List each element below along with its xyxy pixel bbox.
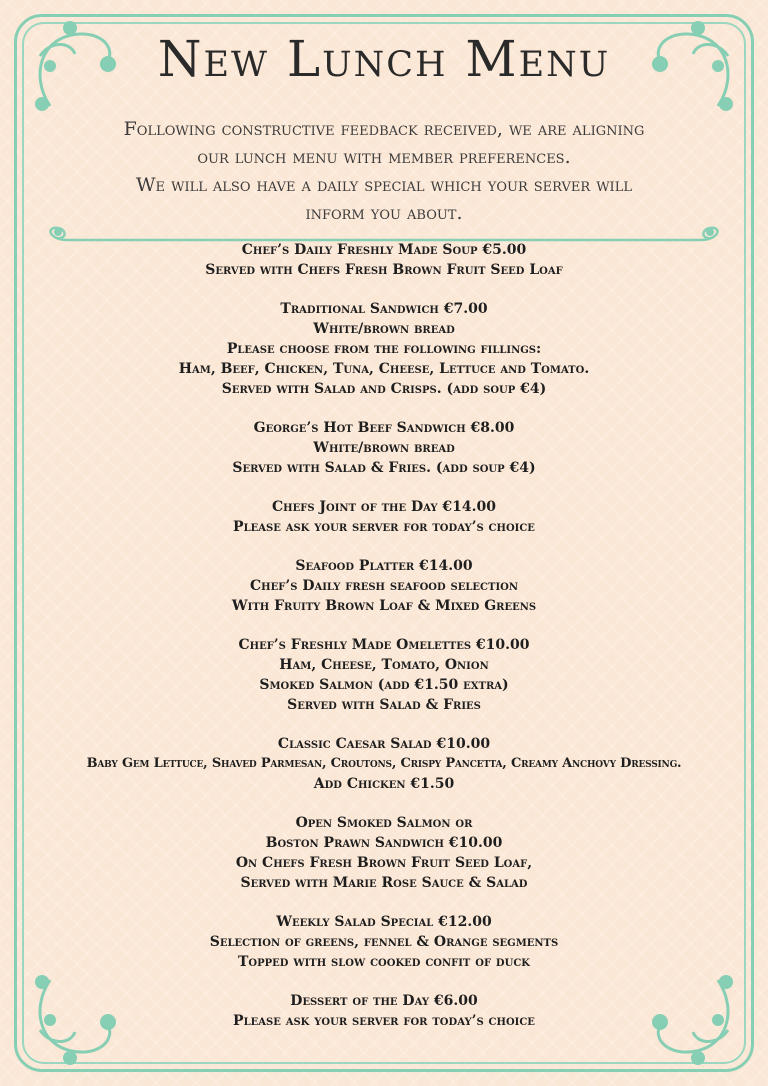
- intro-text: [40, 115, 728, 227]
- menu-item-line: Traditional Sandwich €7.00: [280, 301, 488, 317]
- intro-line: We will also have a daily special which your server will: [136, 174, 632, 196]
- menu-item-line: Ham, Beef, Chicken, Tuna, Cheese, Lettuce and Tomato.: [178, 361, 590, 377]
- menu-item-line: George’s Hot Beef Sandwich €8.00: [253, 420, 515, 436]
- intro-line: Following constructive feedback received, we are aligning: [123, 118, 645, 140]
- menu-item-line: Served with Chefs Fresh Brown Fruit Seed Loaf: [205, 262, 563, 278]
- menu-item-line: White/brown bread: [313, 321, 455, 337]
- menu-item-line: White/brown bread: [313, 440, 455, 456]
- menu-item-line: Chefs Joint of the Day €14.00: [272, 499, 496, 515]
- menu-item-line: Weekly Salad Special €12.00: [276, 914, 492, 930]
- menu-item-joint-of-day: [18, 497, 750, 537]
- menu-item-line: Classic Caesar Salad €10.00: [277, 736, 491, 752]
- menu-item-seafood-platter: [18, 556, 750, 616]
- menu-item-line: Boston Prawn Sandwich €10.00: [265, 835, 503, 851]
- menu-item-line: Please ask your server for today’s choice: [233, 1013, 535, 1029]
- menu-item-line: Please ask your server for today’s choice: [233, 519, 535, 535]
- menu-item-line: Smoked Salmon (add €1.50 extra): [259, 677, 509, 693]
- menu-item-line: Chef’s Daily fresh seafood selection: [250, 578, 518, 594]
- menu-item-line: Dessert of the Day €6.00: [290, 993, 478, 1009]
- menu-item-line: Served with Marie Rose Sauce & Salad: [240, 875, 528, 891]
- menu-item-weekly-salad: [18, 912, 750, 972]
- menu-item-line: Please choose from the following fillings:: [226, 341, 542, 357]
- menu-item-smoked-salmon-sandwich: [18, 813, 750, 893]
- menu-item-hot-beef-sandwich: [18, 418, 750, 478]
- menu-item-line: Seafood Platter €14.00: [295, 558, 473, 574]
- menu-item-soup: [18, 240, 750, 280]
- menu-item-line: Served with Salad & Fries: [287, 697, 481, 713]
- menu-items: [18, 240, 750, 1050]
- menu-item-line: Selection of greens, fennel & Orange segments: [209, 934, 559, 950]
- intro-line: our lunch menu with member preferences.: [197, 146, 571, 168]
- intro-line: inform you about.: [305, 202, 463, 224]
- menu-item-omelettes: [18, 635, 750, 715]
- menu-item-line: Baby Gem Lettuce, Shaved Parmesan, Croutons, Crispy Pancetta, Creamy Anchovy Dressing.: [86, 756, 682, 771]
- menu-item-line: Chef’s Freshly Made Omelettes €10.00: [238, 637, 530, 653]
- menu-item-line: Add Chicken €1.50: [313, 776, 455, 792]
- page-title: New Lunch Menu: [157, 30, 611, 88]
- menu-item-line: Open Smoked Salmon or: [295, 815, 473, 831]
- menu-item-line: Topped with slow cooked confit of duck: [238, 954, 530, 970]
- menu-item-dessert: [18, 991, 750, 1031]
- menu-item-line: Served with Salad & Fries. (add soup €4): [232, 460, 536, 476]
- menu-item-line: Ham, Cheese, Tomato, Onion: [279, 657, 489, 673]
- menu-item-line: With Fruity Brown Loaf & Mixed Greens: [231, 598, 537, 614]
- menu-item-traditional-sandwich: [18, 299, 750, 399]
- menu-item-line: Served with Salad and Crisps. (add soup €4): [221, 381, 547, 397]
- menu-item-line: Chef’s Daily Freshly Made Soup €5.00: [241, 242, 527, 258]
- menu-item-caesar-salad: [18, 734, 750, 794]
- menu-item-line: On Chefs Fresh Brown Fruit Seed Loaf,: [235, 855, 533, 871]
